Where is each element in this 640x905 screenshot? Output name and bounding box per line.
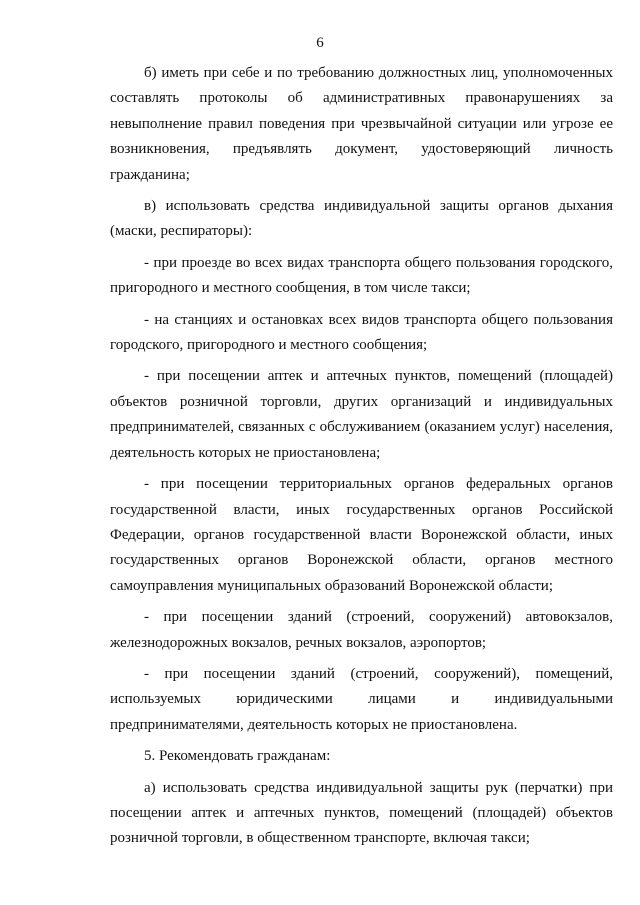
- list-item-terminals-airports: - при посещении зданий (строений, сооружений) автовокзалов, железнодорожных вокзалов, речных вокзалов, аэропортов;: [110, 609, 613, 651]
- paragraph-b-identity-document: б) иметь при себе и по требованию должностных лиц, уполномоченных составлять протоколы об административных правонарушениях за невыполнение правил поведения при чрезвычайной ситуации или угрозе ее возникновения, предъявлять документ, удостоверяющий личность гражданина;: [110, 65, 613, 183]
- page-number: 6: [316, 35, 324, 51]
- document-body: [110, 61, 613, 858]
- list-item-government-bodies: - при посещении территориальных органов федеральных органов государственной власти, иных государственных органов Российской Федерации, органов государственной власти Воронежской области, иных государственных органов Воронежской области, органов местного самоуправления муниципальных образований Воронежской области;: [110, 476, 613, 594]
- list-item-pharmacies-retail: - при посещении аптек и аптечных пунктов, помещений (площадей) объектов розничной торговли, других организаций и индивидуальных предпринимателей, связанных с обслуживанием (оказанием услуг) населения, деятельность которых не приостановлена;: [110, 368, 613, 461]
- section-5-heading: 5. Рекомендовать гражданам:: [144, 748, 331, 765]
- list-item-business-premises: - при посещении зданий (строений, сооружений), помещений, используемых юридическими лицами и индивидуальными предпринимателями, деятельность которых не приостановлена.: [110, 665, 613, 733]
- list-item-transport-stations: - на станциях и остановках всех видов транспорта общего пользования городского, пригородного и местного сообщения;: [110, 311, 613, 354]
- paragraph-v-respiratory-protection: в) использовать средства индивидуальной защиты органов дыхания (маски, респираторы):: [110, 198, 613, 240]
- list-item-public-transport: - при проезде во всех видах транспорта общего пользования городского, пригородного и местного сообщения, в том числе такси;: [110, 254, 613, 297]
- paragraph-a-hand-protection: а) использовать средства индивидуальной защиты рук (перчатки) при посещении аптек и аптечных пунктов, помещений (площадей) объектов розничной торговли, в общественном транспорте, включая такси;: [110, 779, 613, 847]
